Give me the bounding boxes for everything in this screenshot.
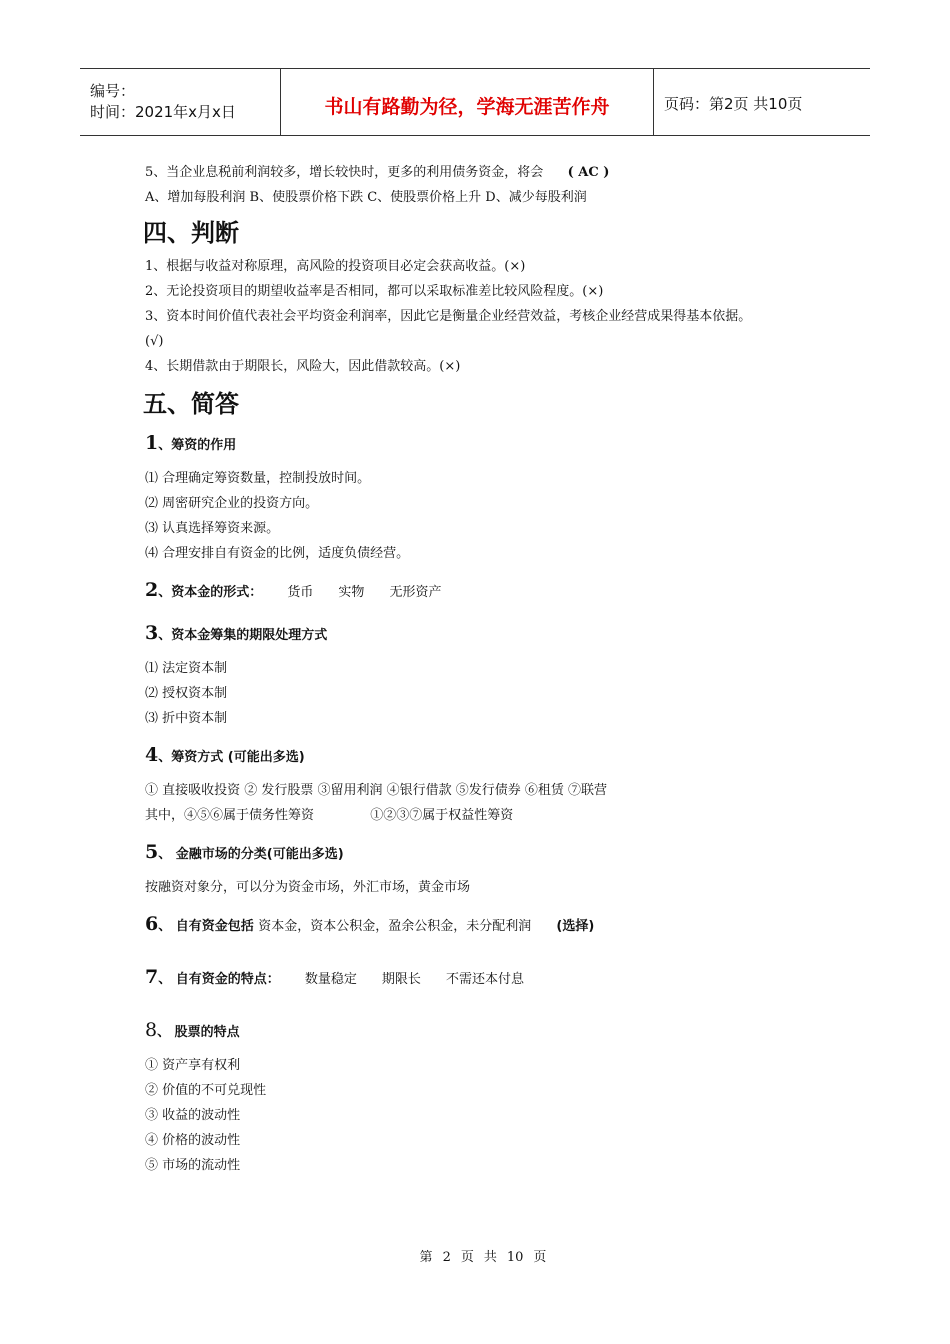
judgement-item: 3、资本时间价值代表社会平均资金利润率，因此它是衡量企业经营效益，考核企业经营成果得基本依据。 (145, 309, 752, 324)
financing-classification: 其中，④⑤⑥属于债务性筹资 ①②③⑦属于权益性筹资 (145, 808, 514, 823)
question-heading: 3、资本金筹集的期限处理方式 (145, 622, 328, 644)
question-heading: 5、 金融市场的分类(可能出多选) (145, 841, 344, 863)
section-title-judgement: 四、判断 (143, 219, 239, 247)
number-label: 编号： (90, 82, 136, 100)
header-page-info: 页码：第2页 共10页 (664, 94, 803, 113)
list-item: ⑵ 周密研究企业的投资方向。 (145, 496, 319, 511)
q5-answer: ( AC ) (567, 165, 610, 180)
list-item: ⑶ 折中资本制 (145, 711, 228, 726)
page-header (80, 68, 870, 136)
list-item: ⑴ 合理确定筹资数量，控制投放时间。 (145, 471, 371, 486)
list-item: ⑶ 认真选择筹资来源。 (145, 521, 280, 536)
financing-methods: ① 直接吸收投资 ② 发行股票 ③留用利润 ④银行借款 ⑤发行债券 ⑥租赁 ⑦联营 (145, 783, 608, 798)
document-body (145, 160, 845, 1178)
total-pages: 10 (506, 1250, 524, 1265)
question-heading: 4、筹资方式 (可能出多选) (145, 744, 305, 766)
fund-feature: 期限长 (381, 972, 421, 987)
list-item: ② 价值的不可兑现性 (145, 1083, 267, 1098)
section-title-short-answer: 五、简答 (143, 390, 239, 418)
q5-options: A、增加每股利润 B、使股票价格下跌 C、使股票价格上升 D、减少每股利润 (145, 190, 587, 205)
header-meta (80, 69, 281, 135)
question-heading: 8、 股票的特点 (145, 1019, 240, 1041)
judgement-item: 2、无论投资项目的期望收益率是否相同，都可以采取标准差比较风险程度。(×) (145, 284, 604, 299)
capital-form: 货币 (287, 585, 314, 600)
list-item: ⑵ 授权资本制 (145, 686, 228, 701)
q5-question: 5、当企业息税前利润较多，增长较快时，更多的利用债务资金，将会 ( AC ) (145, 165, 610, 180)
current-page: 2 (442, 1250, 451, 1265)
question-heading: 1、筹资的作用 (145, 432, 237, 454)
capital-form: 无形资产 (389, 585, 442, 600)
question-heading: 2、资本金的形式： 货币 实物 无形资产 (145, 579, 442, 601)
list-item: ⑤ 市场的流动性 (145, 1158, 241, 1173)
market-classification: 按融资对象分，可以分为资金市场，外汇市场，黄金市场 (145, 880, 471, 895)
judgement-item: 1、根据与收益对称原理，高风险的投资项目必定会获高收益。(×) (145, 259, 526, 274)
list-item: ④ 价格的波动性 (145, 1133, 241, 1148)
list-item: ① 资产享有权利 (145, 1058, 241, 1073)
fund-feature: 数量稳定 (304, 972, 357, 987)
capital-form: 实物 (338, 585, 365, 600)
question-heading: 6、 自有资金包括 资本金，资本公积金，盈余公积金，未分配利润 (选择) (145, 913, 595, 935)
list-item: ⑷ 合理安排自有资金的比例，适度负债经营。 (145, 546, 410, 561)
question-heading: 7、 自有资金的特点： 数量稳定 期限长 不需还本付息 (145, 966, 524, 988)
list-item: ⑴ 法定资本制 (145, 661, 228, 676)
time-label: 时间：2021年x月x日 (90, 103, 236, 121)
judgement-item: 4、长期借款由于期限长，风险大，因此借款较高。(×) (145, 359, 461, 374)
list-item: ③ 收益的波动性 (145, 1108, 241, 1123)
judgement-item: (√) (145, 334, 164, 349)
page-footer: 第 2 页 共 10 页 (419, 1250, 547, 1265)
header-motto: 书山有路勤为径，学海无涯苦作舟 (281, 69, 654, 135)
fund-feature: 不需还本付息 (445, 972, 524, 987)
